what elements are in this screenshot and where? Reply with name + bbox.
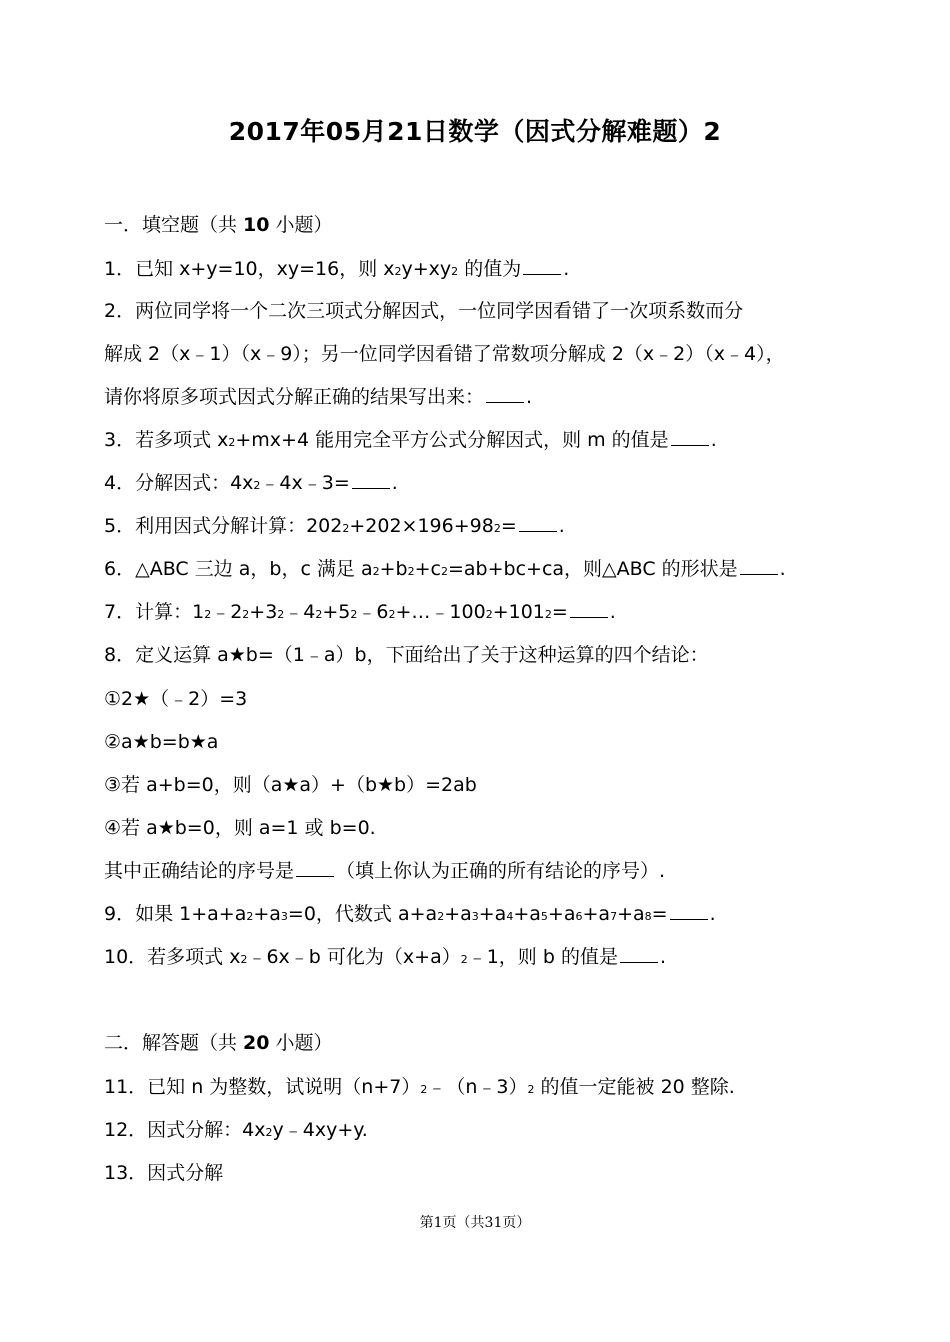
- answer-blank: [671, 427, 709, 446]
- question-7: 7．计算：12﹣22+32﹣42+52﹣62+…﹣1002+1012= .: [104, 601, 616, 623]
- question-8-conclusion-3: ③若 a+b=0，则（a★a）+（b★b）=2ab: [104, 774, 477, 796]
- question-10: 10．若多项式 x2﹣6x﹣b 可化为（x+a）2﹣1，则 b 的值是 .: [104, 946, 666, 968]
- question-12: 12．因式分解：4x2y﹣4xy+y.: [104, 1119, 368, 1141]
- section-heading-answer: 二．解答题（共 20 小题）: [104, 1032, 333, 1054]
- question-2-line-3: 请你将原多项式因式分解正确的结果写出来： .: [104, 386, 533, 408]
- answer-blank: [486, 384, 524, 403]
- question-1: 1．已知 x+y=10，xy=16，则 x2y+xy2 的值为 .: [104, 258, 570, 280]
- answer-blank: [296, 858, 334, 877]
- answer-blank: [352, 470, 390, 489]
- answer-blank: [740, 556, 778, 575]
- question-3: 3．若多项式 x2+mx+4 能用完全平方公式分解因式，则 m 的值是 .: [104, 429, 717, 451]
- answer-blank: [620, 944, 658, 963]
- answer-blank: [523, 256, 561, 275]
- question-2-line-1: 2．两位同学将一个二次三项式分解因式，一位同学因看错了一次项系数而分: [104, 300, 744, 322]
- page-footer: 第1页（共31页）: [419, 1215, 531, 1231]
- question-8-intro: 8．定义运算 a★b=（1﹣a）b，下面给出了关于这种运算的四个结论：: [104, 644, 709, 666]
- question-5: 5．利用因式分解计算：2022+202×196+982= .: [104, 515, 565, 537]
- question-13: 13．因式分解: [104, 1162, 224, 1184]
- question-9: 9．如果 1+a+a2+a3=0，代数式 a+a2+a3+a4+a5+a6+a7+a8= .: [104, 903, 716, 925]
- answer-blank: [670, 901, 708, 920]
- section-heading-fill-in: 一．填空题（共 10 小题）: [104, 214, 333, 236]
- question-8-conclusion-4: ④若 a★b=0，则 a=1 或 b=0.: [104, 817, 376, 839]
- question-2-line-2: 解成 2（x﹣1）（x﹣9）；另一位同学因看错了常数项分解成 2（x﹣2）（x﹣4），: [104, 343, 785, 365]
- question-8-conclusion-1: ①2★（﹣2）=3: [104, 688, 248, 710]
- question-8-conclusion-2: ②a★b=b★a: [104, 731, 219, 753]
- page-title: 2017年05月21日数学（因式分解难题）2: [228, 117, 722, 146]
- answer-blank: [570, 599, 608, 618]
- question-11: 11．已知 n 为整数，试说明（n+7）2﹣（n﹣3）2 的值一定能被 20 整除.: [104, 1076, 735, 1098]
- answer-blank: [519, 513, 557, 532]
- question-8-ending: 其中正确结论的序号是 （填上你认为正确的所有结论的序号）.: [104, 860, 666, 882]
- question-4: 4．分解因式：4x2﹣4x﹣3= .: [104, 472, 398, 494]
- question-6: 6．△ABC 三边 a，b，c 满足 a2+b2+c2=ab+bc+ca，则△ABC 的形状是 .: [104, 558, 786, 580]
